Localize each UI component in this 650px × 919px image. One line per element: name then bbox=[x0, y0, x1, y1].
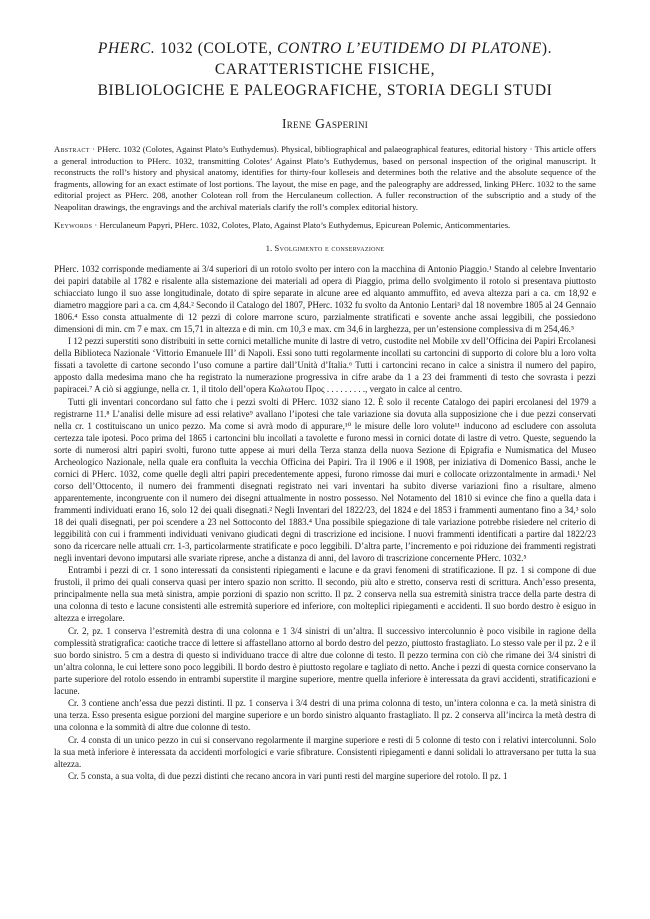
title-pherc: PHERC. bbox=[97, 40, 156, 57]
abstract-label: Abstract bbox=[54, 144, 90, 154]
keywords-label: Keywords bbox=[54, 220, 93, 230]
paragraph: I 12 pezzi superstiti sono distribuiti in sette cornici metalliche munite di lastre di vetro, custodite nel Mobile xv dell’Officina dei Papiri Ercolanesi della Biblioteca Nazionale ‘Vittorio Emanuele III’ di Napoli. Essi sono tutti regolarmente incollati su cartoncini di supporto di colore blu a loro volta fissati a tavolette di cartone secondo l’uso comune a partire dall’Unità d’Italia.⁶ Tutti i cartoncini recano in calce a sinistra il numero del papiro, apposto dalla medesima mano che ha registrato la numerazione progressiva in cifre arabe da 1 a 23 dei frammenti di testo che sovrasta i pezzi papiracei.⁷ A ciò si aggiunge, nella cr. 1, il titolo dell’opera Κωλωτου Προς . . . . . . . . ., vergato in calce al centro. bbox=[54, 336, 596, 394]
paragraph: Entrambi i pezzi di cr. 1 sono interessati da consistenti ripiegamenti e lacune e da gravi fenomeni di stratificazione. Il pz. 1 si compone di due frustoli, il primo dei quali conserva quasi per intero spazio non scritto. Il secondo, più alto e stretto, conserva resti di scrittura. Anch’esso presenta, principalmente nella sua metà sinistra, ampie porzioni di spazio non scritto. Il pz. 2 conserva nella sua estremità sinistra tracce della parte destra di una colonna di testo e lacune consistenti alle estremità superiore ed inferiore, con molteplici ripiegamenti e accidenti. Il suo bordo destro è esiguo in altezza e irregolare. bbox=[54, 565, 596, 623]
paragraph: Tutti gli inventari concordano sul fatto che i pezzi svolti di PHerc. 1032 siano 12. È solo il recente Catalogo dei papiri ercolanesi del 1979 a registrarne 11.⁸ L’analisi delle misure ad essi relative⁹ avallano l’ipotesi che tale variazione sia dovuta alla supposizione che i due pezzi conservati nella cr. 1 costituiscano un unico pezzo. Ma come si avrà modo di appurare,¹⁰ le misure delle loro volute¹¹ inducono ad escludere con assoluta certezza tale ipotesi. Poco prima del 1865 i cartoncini blu incollati a tavolette e furono messi in cornici dotate di lastre di vetro. Queste, seguendo la sorte di numerosi altri papiri svolti, furono tutte appese ai muri della Terza stanza della nuova Sezione di Epigrafia e Numismatica del Museo Archeologico Nazionale, nella quale era confluita la vecchia Officina dei Papiri. Tra il 1906 e il 1908, per iniziativa di Domenico Bassi, anche le cornici di PHerc. 1032, come quelle degli altri papiri precedentemente appesi, furono rimosse dai muri e collocate orizzontalmente in armadi.¹ Nel corso dell’Ottocento, il numero dei frammenti disegnati registrato nei vari inventari ha subito diverse variazioni fino a risultare, almeno apparentemente, incongruente con il numero dei disegni attualmente in nostro possesso. Nel Notamento del 1810 si evince che fino a quella data i frammenti individuati erano 16, solo 12 dei quali disegnati.² Negli Inventari del 1822/23, del 1824 e del 1853 i frammenti aumentano fino a 34,³ solo 18 dei quali disegnati, per poi scendere a 23 nel Sottoconto del 1883.⁴ Una possibile spiegazione di tale variazione potrebbe risiedere nel criterio di leggibilità con cui i frammenti individuati venivano giudicati degni di trascrizione ed incisione. I nuovi frammenti identificati a partire dal 1822/23 sono da ricercare nelle attuali crr. 1-3, particolarmente stratificate e poco leggibili. D’altra parte, l’incremento e poi riduzione dei frammenti registrati negli inventari devono imputarsi alle svariate riprese, anche a distanza di anni, del lavoro di trascrizione concernente PHerc. 1032.⁵ bbox=[54, 396, 596, 563]
keywords-text: · Herculaneum Papyri, PHerc. 1032, Colotes, Plato, Against Plato’s Euthydemus, Epicurean Polemic, Anticommentaries. bbox=[92, 220, 511, 230]
article-title bbox=[54, 38, 596, 101]
section-heading bbox=[54, 243, 596, 253]
title-line-1-end: ). bbox=[541, 40, 553, 57]
section-title: Svolgimento e conservazione bbox=[274, 242, 385, 253]
title-line-1-part: 1032 (COLOTE, bbox=[155, 40, 278, 57]
paragraph: Cr. 3 contiene anch’essa due pezzi distinti. Il pz. 1 conserva i 3/4 destri di una prima colonna di testo, un’intera colonna e ca. la metà sinistra di una terza. Esso presenta esigue porzioni del margine superiore e un bordo sinistro alquanto frastagliato. Il pz. 2 conserva all’incirca la metà destra di una colonna e la sommità di altre due colonne di testo. bbox=[54, 698, 596, 732]
title-line-3: BIBLIOLOGICHE E PALEOGRAFICHE, STORIA DEGLI STUDI bbox=[97, 82, 553, 99]
title-line-2: CARATTERISTICHE FISICHE, bbox=[214, 61, 436, 78]
abstract bbox=[54, 144, 596, 213]
author-name: Irene Gasperini bbox=[281, 116, 369, 131]
body-text bbox=[54, 263, 596, 783]
title-line-1 bbox=[54, 38, 596, 59]
paragraph: Cr. 5 consta, a sua volta, di due pezzi distinti che recano ancora in vari punti resti del margine superiore del rotolo. Il pz. 1 bbox=[68, 771, 508, 781]
abstract-text: · PHerc. 1032 (Colotes, Against Plato’s Euthydemus). Physical, bibliographical and palaeographical features, editorial history · This article offers a general introduction to PHerc. 1032, transmitting Colotes’ Against Plato’s Euthydemus, based on personal inspection of the original manuscript. It reconstructs the roll’s history and physical anatomy, identifies for thirty-four kolleseis and determines both the relative and the absolute sequence of the fragments, allowing for an exact estimate of lost portions. The layout, the mise en page, and the paleography are addressed, linking PHerc. 1032 to the same editorial project as PHerc. 208, another Colotean roll from the Herculaneum collection. A fuller reconstruction of the subscriptio and a study of the Neapolitan drawings, the engravings and the archival materials clarify the roll’s complex editorial history. bbox=[54, 144, 596, 212]
keywords bbox=[54, 220, 596, 232]
paragraph: Cr. 2, pz. 1 conserva l’estremità destra di una colonna e 1 3/4 sinistri di un’altra. Il successivo intercolunnio è poco visibile in ragione della complessità stratigrafica: caotiche tracce di lettere si affastellano attorno al bordo destro del pezzo, piuttosto frastagliato. Lo stesso vale per il pz. 2 e il suo bordo sinistro. 5 cm a destra di questo si individuano tracce di altre due colonne di testo. Il pezzo termina con ciò che rimane dei 3/4 sinistri di un’altra colonna, le cui lettere sono poco leggibili. Il bordo destro è piuttosto regolare e tagliato di netto. Anche i pezzi di questa cornice conservano la parte superiore del rotolo essendo in entrambi superstite il margine superiore, mentre quella inferiore è interessata da gravi accidenti, stratificazioni e lacune. bbox=[54, 625, 596, 696]
title-work: CONTRO L’EUTIDEMO DI PLATONE bbox=[277, 40, 542, 57]
section-number: 1. bbox=[265, 242, 275, 253]
paragraph: PHerc. 1032 corrisponde mediamente ai 3/4 superiori di un rotolo svolto per intero con la macchina di Antonio Piaggio.¹ Stando al celebre Inventario dei papiri databile al 1782 e risalente alla sistemazione dei materiali ad opera di Piaggio, prima dello svolgimento il rotolo si presentava piuttosto schiacciato lungo il suo asse longitudinale, dotato di spire separate in alcune aree ed alquanto ammuffito, ed aveva altezza pari a ca. cm 18,92 e diametro maggiore pari a ca. cm 4,84.² Secondo il Catalogo del 1807, PHerc. 1032 fu svolto da Antonio Lentari³ dal 18 novembre 1805 al 24 Gennaio 1806.⁴ Esso consta attualmente di 12 pezzi di colore marrone scuro, parzialmente stratificati e sovente anche assai leggibili, che possiedono dimensioni di min. cm 7 e max. cm 15,71 in altezza e di min. cm 10,3 e max. cm 34,6 in larghezza, per un’estensione complessiva di m 254,46.⁵ bbox=[54, 263, 596, 334]
paragraph: Cr. 4 consta di un unico pezzo in cui si conservano regolarmente il margine superiore e resti di 5 colonne di testo con i relativi intercolunni. Solo la sua metà inferiore è interessata da accidenti morfologici e varie sfibrature. Consistenti ripiegamenti e danni solidali lo attraversano per tutta la sua altezza. bbox=[54, 734, 596, 769]
